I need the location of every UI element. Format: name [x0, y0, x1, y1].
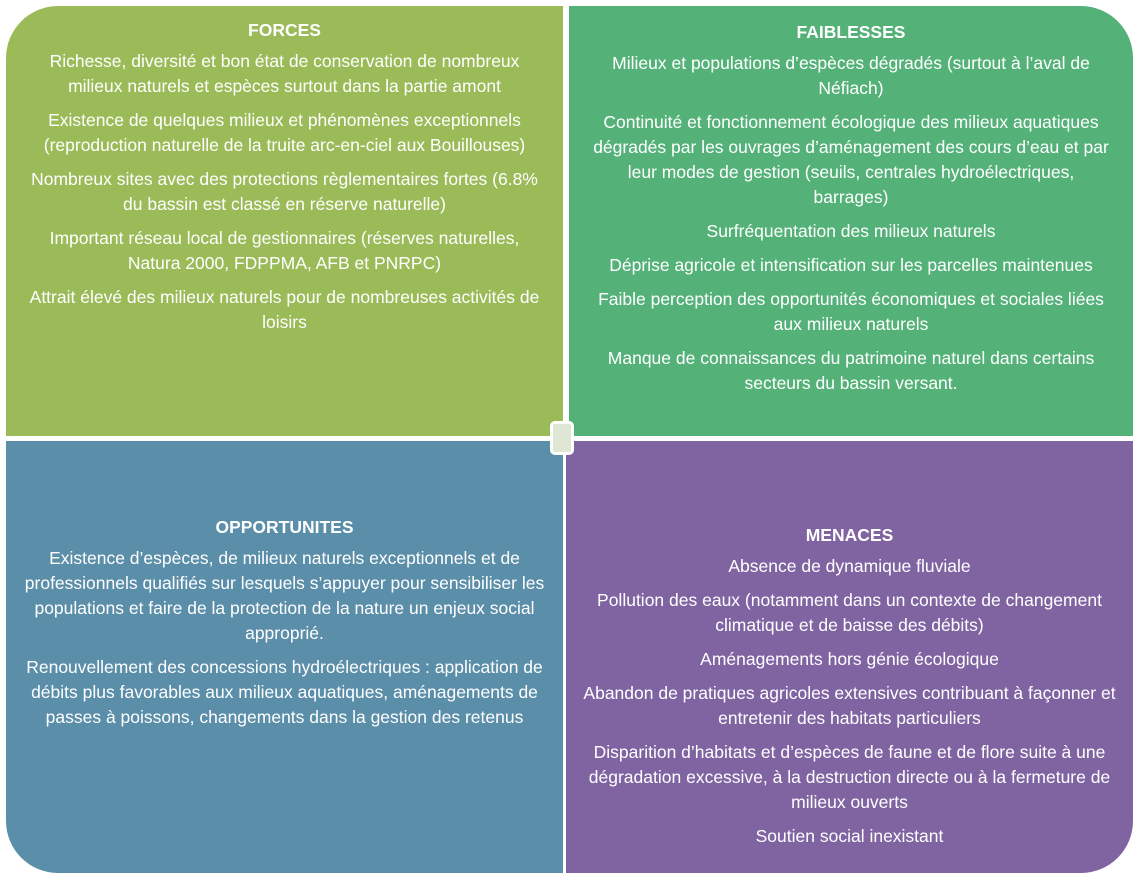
faiblesses-item: Continuité et fonctionnement écologique des milieux aquatiques dégradés par les ouvrages d’aménagement des cours d’eau et par leur modes de gestion (seuils, centrales hydroélectriques, barrages) — [593, 112, 1109, 207]
menaces-item: Abandon de pratiques agricoles extensives contribuant à façonner et entretenir des habitats particuliers — [583, 683, 1116, 728]
opportunites-item: Renouvellement des concessions hydroélectriques : application de débits plus favorables aux milieux aquatiques, aménagements de passes à poissons, changements dans la gestion des retenus — [26, 657, 543, 727]
menaces-title: MENACES — [805, 525, 894, 545]
opportunites-item: Existence d’espèces, de milieux naturels exceptionnels et de professionnels qualifiés sur lesquels s’appuyer pour sensibiliser les populations et faire de la protection de la nature un enjeux social approprié. — [24, 548, 545, 643]
opportunites-quadrant — [6, 441, 563, 873]
forces-title: FORCES — [248, 20, 321, 40]
opportunites-title: OPPORTUNITES — [215, 517, 354, 537]
faiblesses-item: Faible perception des opportunités économiques et sociales liées aux milieux naturels — [598, 289, 1104, 334]
forces-item: Richesse, diversité et bon état de conservation de nombreux milieux naturels et espèces surtout dans la partie amont — [49, 51, 520, 96]
faiblesses-item: Milieux et populations d’espèces dégradés (surtout à l’aval de Néfiach) — [612, 53, 1090, 98]
faiblesses-quadrant — [569, 6, 1133, 436]
faiblesses-item: Manque de connaissances du patrimoine naturel dans certains secteurs du bassin versant. — [607, 348, 1095, 393]
forces-item: Existence de quelques milieux et phénomènes exceptionnels (reproduction naturelle de la truite arc-en-ciel aux Bouillouses) — [43, 110, 526, 155]
faiblesses-item: Déprise agricole et intensification sur les parcelles maintenues — [609, 255, 1093, 275]
faiblesses-title: FAIBLESSES — [796, 22, 906, 42]
forces-item: Important réseau local de gestionnaires (réserves naturelles, Natura 2000, FDPPMA, AFB et PNRPC) — [49, 228, 520, 273]
center-connector — [550, 421, 574, 455]
menaces-item: Soutien social inexistant — [755, 826, 944, 846]
menaces-item: Disparition d’habitats et d’espèces de faune et de flore suite à une dégradation excessive, à la destruction directe ou à la fermeture de milieux ouverts — [588, 742, 1111, 812]
faiblesses-item: Surfréquentation des milieux naturels — [706, 221, 996, 241]
forces-quadrant — [6, 6, 563, 436]
menaces-item: Absence de dynamique fluviale — [728, 556, 971, 576]
menaces-item: Aménagements hors génie écologique — [700, 649, 999, 669]
forces-item: Nombreux sites avec des protections règlementaires fortes (6.8% du bassin est classé en réserve naturelle) — [31, 169, 538, 214]
forces-item: Attrait élevé des milieux naturels pour de nombreuses activités de loisirs — [29, 287, 540, 332]
menaces-quadrant — [566, 441, 1133, 873]
menaces-item: Pollution des eaux (notamment dans un contexte de changement climatique et de baisse des débits) — [597, 590, 1102, 635]
